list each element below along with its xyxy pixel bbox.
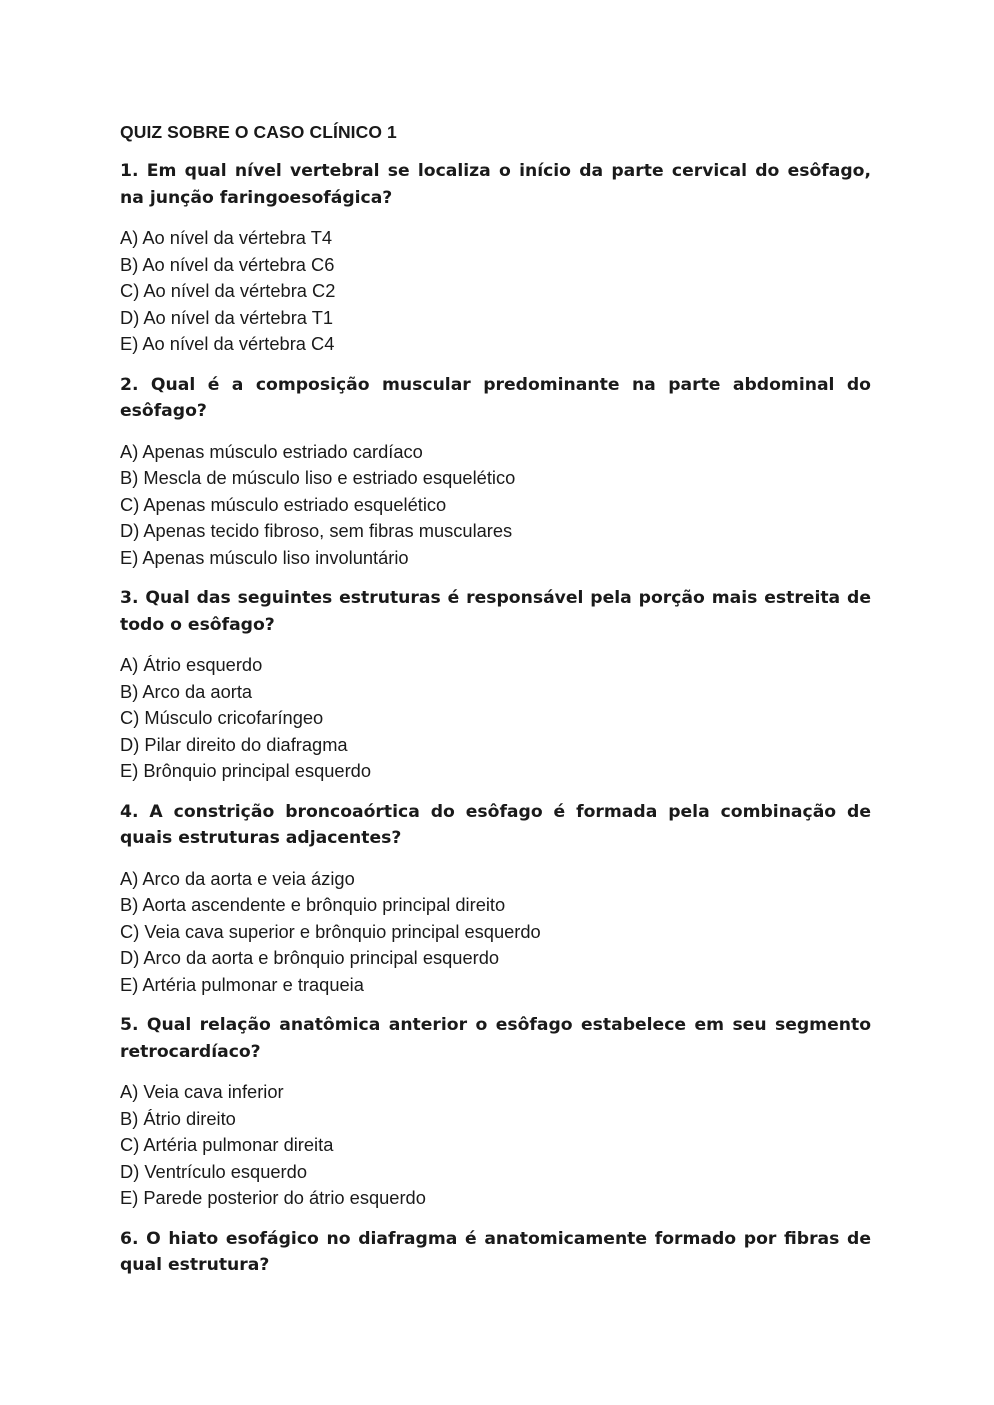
option-list: [120, 439, 871, 572]
option-e: E) Brônquio principal esquerdo: [120, 760, 372, 781]
option-d: D) Apenas tecido fibroso, sem fibras musculares: [120, 520, 513, 541]
option-d: D) Ventrículo esquerdo: [120, 1160, 307, 1182]
option-a: A) Veia cava inferior: [120, 1081, 284, 1102]
option-a: A) Arco da aorta e veia ázigo: [120, 867, 355, 889]
document-page: [120, 119, 871, 1293]
option-e: E) Artéria pulmonar e traqueia: [120, 973, 364, 995]
option-b: B) Ao nível da vértebra C6: [120, 253, 335, 275]
option-b: B) Aorta ascendente e brônquio principal direito: [120, 894, 506, 915]
question-text: 3. Qual das seguintes estruturas é responsável pela porção mais estreita de todo o esôfago?: [120, 588, 871, 635]
option-c: C) Ao nível da vértebra C2: [120, 280, 336, 301]
option-list: [120, 866, 871, 999]
option-a: A) Apenas músculo estriado cardíaco: [120, 440, 423, 462]
question-text: 6. O hiato esofágico no diafragma é anatomicamente formado por fibras de qual estrutura?: [120, 1228, 871, 1275]
question-5: [120, 1012, 871, 1212]
option-list: [120, 652, 871, 785]
question-2: [120, 372, 871, 572]
option-list: [120, 1079, 871, 1212]
option-d: D) Arco da aorta e brônquio principal esquerdo: [120, 947, 500, 968]
option-e: E) Apenas músculo liso involuntário: [120, 546, 409, 568]
question-text: 5. Qual relação anatômica anterior o esôfago estabelece em seu segmento retrocardíaco?: [120, 1015, 871, 1062]
question-6: [120, 1226, 871, 1279]
question-text: 1. Em qual nível vertebral se localiza o início da parte cervical do esôfago, na junção faringoesofágica?: [120, 161, 871, 208]
option-a: A) Ao nível da vértebra T4: [120, 227, 333, 248]
option-d: D) Pilar direito do diafragma: [120, 733, 348, 755]
option-b: B) Átrio direito: [120, 1107, 236, 1129]
option-c: C) Músculo cricofaríngeo: [120, 707, 324, 728]
option-c: C) Artéria pulmonar direita: [120, 1134, 334, 1155]
option-d: D) Ao nível da vértebra T1: [120, 306, 334, 328]
option-a: A) Átrio esquerdo: [120, 654, 263, 675]
option-list: [120, 225, 871, 358]
option-e: E) Parede posterior do átrio esquerdo: [120, 1187, 426, 1208]
option-e: E) Ao nível da vértebra C4: [120, 333, 335, 354]
option-c: C) Veia cava superior e brônquio principal esquerdo: [120, 920, 541, 942]
question-3: [120, 585, 871, 785]
question-text: 4. A constrição broncoaórtica do esôfago é formada pela combinação de quais estruturas adjacentes?: [120, 801, 871, 848]
question-4: [120, 799, 871, 999]
option-c: C) Apenas músculo estriado esquelético: [120, 493, 447, 515]
option-b: B) Mescla de músculo liso e estriado esquelético: [120, 467, 516, 488]
option-b: B) Arco da aorta: [120, 680, 253, 702]
page-title: QUIZ SOBRE O CASO CLÍNICO 1: [120, 122, 397, 142]
question-text: 2. Qual é a composição muscular predominante na parte abdominal do esôfago?: [120, 374, 871, 421]
question-1: [120, 158, 871, 358]
